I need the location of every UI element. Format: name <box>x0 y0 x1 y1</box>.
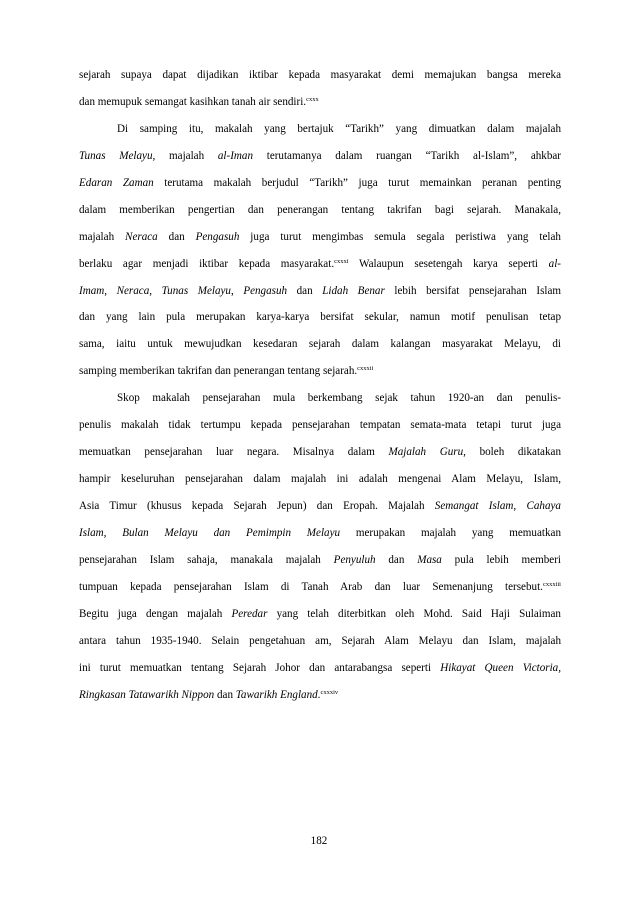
text-line <box>79 116 561 143</box>
text-line <box>79 89 561 116</box>
text-segment: memuatkan pensejarahan luar negara. Misalnya dalam <box>79 446 389 459</box>
text-line <box>79 197 561 224</box>
text-segment: tumpuan kepada pensejarahan Islam di Tanah Arab dan luar Semenanjung tersebut. <box>79 580 543 593</box>
italic-title: Semangat Islam, Cahaya <box>434 500 561 512</box>
text-segment: sama, iaitu untuk mewujudkan kesedaran sejarah dalam kalangan masyarakat Melayu, di <box>79 338 561 351</box>
text-segment: , majalah <box>152 149 218 162</box>
text-segment: Asia Timur (khusus kepada Sejarah Jepun) dan Eropah. Majalah <box>79 500 435 512</box>
italic-title: Majalah Guru <box>388 446 464 459</box>
text-segment: , <box>104 284 117 297</box>
italic-title: Tunas Melayu <box>79 149 153 162</box>
footnote-ref: cxxx <box>306 95 319 103</box>
text-segment: dan <box>375 553 418 566</box>
text-segment: , <box>149 284 162 297</box>
text-segment: yang telah diterbitkan oleh Mohd. Said Haji Sulaiman <box>267 607 561 620</box>
text-segment: terutama makalah berjudul “Tarikh” juga turut memainkan peranan penting <box>153 176 561 189</box>
italic-title: Ringkasan Tatawarikh Nippon <box>79 688 215 701</box>
text-line <box>79 466 561 493</box>
text-line <box>79 251 561 278</box>
text-line <box>79 655 561 682</box>
italic-title: Pengasuh <box>195 230 240 243</box>
italic-title: al-Iman <box>217 149 253 162</box>
italic-title: Peredar <box>231 607 268 620</box>
text-segment: antara tahun 1935-1940. Selain pengetahuan am, Sejarah Alam Melayu dan Islam, majalah <box>79 634 561 647</box>
text-line <box>79 331 561 358</box>
text-segment: pula lebih memberi <box>441 553 561 566</box>
footnote-ref: cxxxiii <box>542 580 561 588</box>
text-line <box>79 628 561 655</box>
italic-title: Imam <box>79 284 105 297</box>
text-segment: Walaupun sesetengah karya seperti <box>348 257 549 270</box>
text-segment: penulis makalah tidak tertumpu kepada pensejarahan tempatan semata-mata tetapi turut juga <box>79 419 561 432</box>
text-line <box>79 224 561 251</box>
footnote-ref: cxxxii <box>357 365 374 373</box>
text-line <box>79 547 561 574</box>
text-line <box>79 304 561 331</box>
text-line <box>79 520 561 547</box>
text-line <box>79 278 561 305</box>
text-line <box>79 62 561 89</box>
text-line <box>79 439 561 466</box>
text-segment: Di samping itu, makalah yang bertajuk “Tarikh” yang dimuatkan dalam majalah <box>117 122 561 135</box>
text-segment: berlaku agar menjadi iktibar kepada masyarakat. <box>79 257 335 270</box>
italic-title: al- <box>548 257 561 270</box>
text-line <box>79 170 561 197</box>
text-line <box>79 601 561 628</box>
page-number: 182 <box>310 835 328 847</box>
text-line <box>79 574 561 601</box>
italic-title: Penyuluh <box>333 553 376 566</box>
text-segment: dan <box>157 230 196 243</box>
italic-title: Islam, Bulan Melayu dan Pemimpin Melayu <box>79 526 341 539</box>
italic-title: Pengasuh <box>243 284 288 297</box>
text-line <box>79 493 561 520</box>
text-segment: , <box>230 284 244 297</box>
text-line <box>79 358 561 385</box>
text-segment: ini turut memuatkan tentang Sejarah Johor dan antarabangsa seperti <box>79 661 441 674</box>
italic-title: Lidah Benar <box>322 284 385 297</box>
text-segment: majalah <box>79 230 126 243</box>
text-segment: samping memberikan takrifan dan penerangan tentang sejarah. <box>79 365 358 378</box>
text-line <box>79 143 561 170</box>
text-segment: Skop makalah pensejarahan mula berkembang sejak tahun 1920-an dan penulis- <box>117 392 561 405</box>
text-segment: terutamanya dalam ruangan “Tarikh al-Islam”, ahkbar <box>253 149 561 162</box>
text-segment: Begitu juga dengan majalah <box>79 607 232 620</box>
text-segment: dan <box>287 284 323 297</box>
text-line <box>79 385 561 412</box>
italic-title: Tawarikh England <box>235 688 318 701</box>
italic-title: Hikayat Queen Victoria, <box>440 661 562 674</box>
text-segment: . <box>317 688 321 701</box>
text-segment: dalam memberikan pengertian dan penerangan tentang takrifan bagi sejarah. Manakala, <box>79 203 561 216</box>
italic-title: Tunas Melayu <box>161 284 231 297</box>
text-line <box>79 412 561 439</box>
italic-title: Neraca <box>125 230 158 243</box>
text-segment: sejarah supaya dapat dijadikan iktibar kepada masyarakat demi memajukan bangsa mereka <box>79 69 561 81</box>
text-segment: dan yang lain pula merupakan karya-karya bersifat sekular, namun motif penulisan tetap <box>79 311 561 324</box>
text-segment: dan memupuk semangat kasihkan tanah air sendiri. <box>79 95 307 108</box>
document-body <box>79 62 561 709</box>
italic-title: Edaran Zaman <box>79 176 154 189</box>
italic-title: Masa <box>417 553 442 566</box>
text-segment: lebih bersifat pensejarahan Islam <box>384 284 562 297</box>
italic-title: Neraca <box>116 284 150 297</box>
text-segment: pensejarahan Islam sahaja, manakala majalah <box>79 553 334 566</box>
text-segment: juga turut mengimbas semula segala peristiwa yang telah <box>239 230 561 243</box>
footnote-ref: cxxxi <box>334 257 349 265</box>
footnote-ref: cxxxiv <box>320 688 339 696</box>
text-segment: , boleh dikatakan <box>463 446 562 459</box>
text-segment: dan <box>214 688 236 701</box>
text-line <box>79 682 561 709</box>
text-segment: merupakan majalah yang memuatkan <box>340 526 561 539</box>
text-segment: hampir keseluruhan pensejarahan dalam majalah ini adalah mengenai Alam Melayu, Islam, <box>79 473 561 486</box>
